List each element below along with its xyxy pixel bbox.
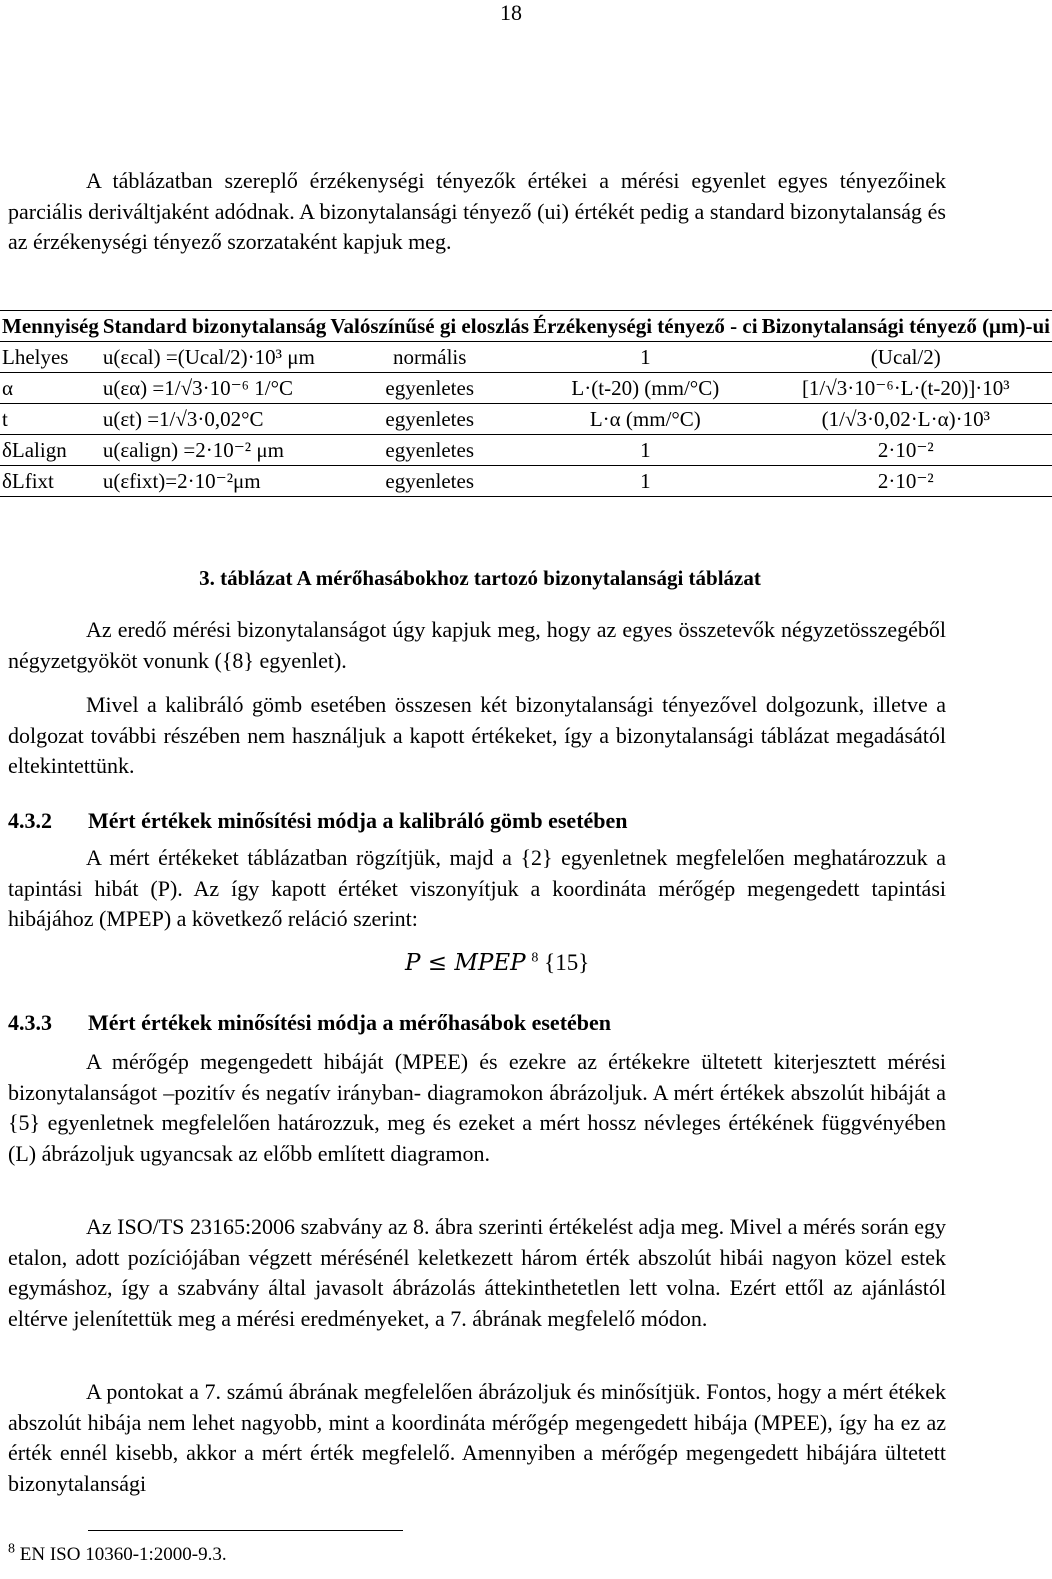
- cell-sensitivity: 1: [531, 466, 760, 497]
- cell-sensitivity: 1: [531, 435, 760, 466]
- table-row: [0, 373, 1052, 404]
- paragraph-2-text: Mivel a kalibráló gömb esetében összesen két bizonytalansági tényezővel dolgozunk, illetve a dolgozat további részében nem használjuk a kapott értékeket, így a bizonytalansági táblázat megadásától eltekintettünk.: [8, 692, 946, 778]
- paragraph-6: [8, 1377, 946, 1499]
- section-heading-4-3-3: [8, 1010, 611, 1036]
- formula-expression: P ≤ MPEP: [405, 950, 526, 976]
- cell-distribution: egyenletes: [328, 404, 531, 435]
- intro-text: A táblázatban szereplő érzékenységi tényezők értékei a mérési egyenlet egyes tényezőinek parciális deriváltjaként adódnak. A bizonytalansági tényező (ui) értékét pedig a standard bizonytalanság és az érzékenységi tényező szorzataként kapjuk meg.: [8, 168, 946, 254]
- cell-uncertainty-factor: [1/√3·10⁻⁶·L·(t-20)]·10³: [760, 373, 1052, 404]
- cell-quantity: δLalign: [0, 435, 101, 466]
- paragraph-2: [8, 690, 946, 782]
- cell-uncertainty-factor: 2·10⁻²: [760, 435, 1052, 466]
- cell-quantity: α: [0, 373, 101, 404]
- cell-distribution: egyenletes: [328, 466, 531, 497]
- paragraph-3: [8, 843, 946, 935]
- paragraph-3-text: A mért értékeket táblázatban rögzítjük, majd a {2} egyenletnek megfelelően meghatározzuk a tapintási hibát (P). Az így kapott értéket viszonyítjuk a koordináta mérőgép megengedett tapintási hibájához (MPEP) a következő reláció szerint:: [8, 845, 946, 931]
- paragraph-4-text: A mérőgép megengedett hibáját (MPEE) és ezekre az értékekre ültetett kiterjesztett mérési bizonytalanságot –pozitív és negatív irányban- diagramokon ábrázoljuk. A mért értékek abszolút hibáját a {5} egyenletnek megfelelően határozzuk, meg és ezeket a mért hossz névleges értékének függvényében (L) ábrázoljuk ugyancsak az előbb említett diagramon.: [8, 1049, 946, 1166]
- cell-distribution: egyenletes: [328, 373, 531, 404]
- formula-number: {15}: [544, 950, 590, 975]
- cell-quantity: Lhelyes: [0, 342, 101, 373]
- uncertainty-table: [0, 310, 1052, 497]
- paragraph-5: [8, 1212, 946, 1334]
- table-caption: 3. táblázat A mérőhasábokhoz tartozó bizonytalansági táblázat: [199, 566, 761, 590]
- paragraph-4: [8, 1047, 946, 1169]
- header-sensitivity: Érzékenységi tényező - ci: [531, 311, 760, 342]
- paragraph-1-text: Az eredő mérési bizonytalanságot úgy kapjuk meg, hogy az egyes összetevők négyzetösszegéből négyzetgyököt vonunk ({8} egyenlet).: [8, 617, 946, 673]
- table-header-row: [0, 311, 1052, 342]
- paragraph-6-text: A pontokat a 7. számú ábrának megfelelően ábrázoljuk és minősítjük. Fontos, hogy a mért étékek abszolút hibája nem lehet nagyobb, mint a koordináta mérőgép megengedett hibája (MPEE), így ha ez az érték ennél kisebb, akkor a mért érték megfelelő. Amennyiben a mérőgép megengedett hibájára ültetett bizonytalansági: [8, 1379, 946, 1496]
- footnote-mark: 8: [8, 1541, 15, 1557]
- footnote-separator: [88, 1530, 403, 1531]
- cell-standard-uncertainty: u(εalign) =2·10⁻² μm: [101, 435, 328, 466]
- section-number: 4.3.2: [8, 808, 52, 833]
- cell-distribution: normális: [328, 342, 531, 373]
- table-row: [0, 342, 1052, 373]
- cell-standard-uncertainty: u(εcal) =(Ucal/2)·10³ μm: [101, 342, 328, 373]
- footnote: [8, 1541, 227, 1566]
- cell-uncertainty-factor: (1/√3·0,02·L·α)·10³: [760, 404, 1052, 435]
- cell-quantity: t: [0, 404, 101, 435]
- formula-15: [405, 950, 589, 976]
- cell-sensitivity: 1: [531, 342, 760, 373]
- cell-sensitivity: L·(t-20) (mm/°C): [531, 373, 760, 404]
- cell-standard-uncertainty: u(εα) =1/√3·10⁻⁶ 1/°C: [101, 373, 328, 404]
- header-distribution: Valószínűsé gi eloszlás: [328, 311, 531, 342]
- cell-standard-uncertainty: u(εt) =1/√3·0,02°C: [101, 404, 328, 435]
- cell-uncertainty-factor: 2·10⁻²: [760, 466, 1052, 497]
- cell-distribution: egyenletes: [328, 435, 531, 466]
- section-number: 4.3.3: [8, 1010, 52, 1035]
- table-row: [0, 466, 1052, 497]
- header-uncertainty-factor: Bizonytalansági tényező (μm)-ui: [760, 311, 1052, 342]
- page-number: 18: [500, 0, 522, 25]
- header-standard-uncertainty: Standard bizonytalanság: [101, 311, 328, 342]
- cell-uncertainty-factor: (Ucal/2): [760, 342, 1052, 373]
- paragraph-1: [8, 615, 946, 676]
- table-row: [0, 435, 1052, 466]
- section-title: Mért értékek minősítési módja a kalibráló gömb esetében: [88, 808, 628, 833]
- cell-standard-uncertainty: u(εfixt)=2·10⁻²μm: [101, 466, 328, 497]
- cell-quantity: δLfixt: [0, 466, 101, 497]
- header-quantity: Mennyiség: [0, 311, 101, 342]
- section-heading-4-3-2: [8, 808, 628, 834]
- footnote-reference: 8: [531, 950, 539, 966]
- intro-paragraph: [8, 166, 946, 258]
- cell-sensitivity: L·α (mm/°C): [531, 404, 760, 435]
- section-title: Mért értékek minősítési módja a mérőhasábok esetében: [88, 1010, 612, 1035]
- table-row: [0, 404, 1052, 435]
- paragraph-5-text: Az ISO/TS 23165:2006 szabvány az 8. ábra szerinti értékelést adja meg. Mivel a mérés során egy etalon, adott pozíciójában végzett mérésénél keletkezett három érték abszolút hibái nagyon közel estek egymáshoz, így a szabvány által javasolt ábrázolás áttekinthetetlen lett volna. Ezért ettől az ajánlástól eltérve jelenítettük meg a mérési eredményeket, a 7. ábrának megfelelő módon.: [8, 1214, 946, 1331]
- footnote-text: EN ISO 10360-1:2000-9.3.: [19, 1544, 227, 1565]
